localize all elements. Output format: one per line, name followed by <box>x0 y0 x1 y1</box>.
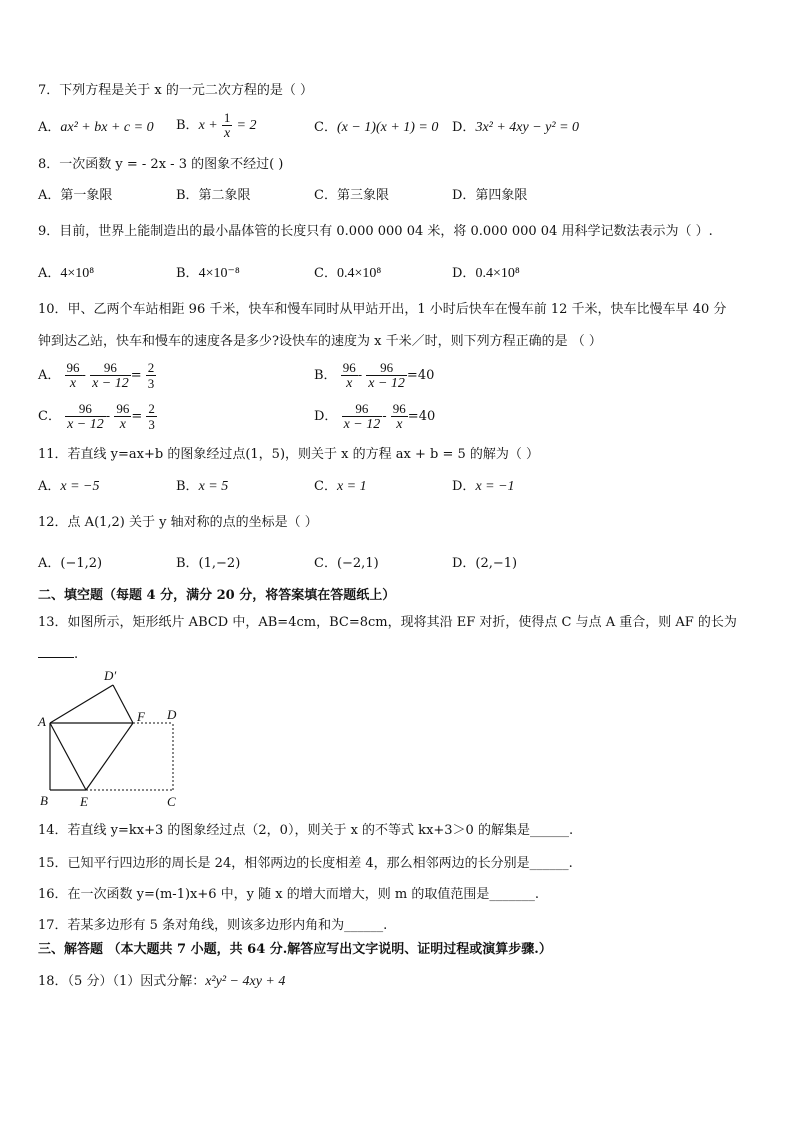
segment-D-prime-F <box>113 685 133 723</box>
q17-stem: 17．若某多边形有 5 条对角线，则该多边形内角和为______. <box>38 918 388 933</box>
q7-option-b <box>176 110 256 141</box>
section-2-heading: 二、填空题（每题 4 分，满分 20 分，将答案填在答题纸上） <box>38 588 396 603</box>
label-B: B <box>40 793 48 808</box>
segment-EF <box>86 723 133 790</box>
q18-math: x²y² − 4xy + 4 <box>205 974 286 989</box>
option-math: 3x² + 4xy − y² = 0 <box>475 120 580 135</box>
q11-option-c <box>314 478 367 496</box>
fraction <box>65 401 106 432</box>
q13-answer-line <box>38 645 78 664</box>
denominator: 3 <box>148 417 155 432</box>
q10-stem-line2: 钟到达乙站，快车和慢车的速度各是多少?设快车的速度为 x 千米／时，则下列方程正确的是 （ ） <box>38 334 602 349</box>
numerator: 96 <box>66 360 80 375</box>
q12-option-d: D．(2,−1) <box>452 556 518 571</box>
q11-option-d <box>452 478 515 496</box>
numerator: 2 <box>147 360 155 375</box>
option-label: B． <box>176 266 199 281</box>
denominator: x − 12 <box>368 376 405 391</box>
option-label: A． <box>38 479 61 494</box>
option-label: D． <box>314 409 338 424</box>
q7-option-d <box>452 119 579 137</box>
q8-option-b: B．第二象限 <box>176 188 251 203</box>
q11-option-b <box>176 478 228 496</box>
option-math-pre: x + <box>198 118 218 133</box>
option-math: x = −1 <box>475 479 515 494</box>
q8-stem: 8．一次函数 y = - 2x - 3 的图象不经过( ) <box>38 157 284 172</box>
equals-40: =40 <box>407 409 436 424</box>
option-math: x = 5 <box>198 479 229 494</box>
q13-stem: 13．如图所示，矩形纸片 ABCD 中，AB=4cm，BC=8cm，现将其沿 EF 对折，使得点 C 与点 A 重合，则 AF 的长为 <box>38 615 737 630</box>
numerator: 96 <box>103 360 117 375</box>
q8-option-a: A．第一象限 <box>38 188 113 203</box>
label-A: A <box>38 714 46 729</box>
equals: = <box>130 368 142 383</box>
q18-stem <box>38 973 285 991</box>
numerator: 2 <box>148 401 155 416</box>
numerator: 96 <box>392 401 406 416</box>
numerator: 1 <box>223 110 231 125</box>
label-E: E <box>80 794 88 809</box>
denominator: 3 <box>147 376 155 391</box>
fraction <box>65 360 82 391</box>
option-label: C． <box>38 409 61 424</box>
numerator: 96 <box>342 360 356 375</box>
option-math: ax² + bx + c = 0 <box>60 120 154 135</box>
denominator: x <box>341 375 358 391</box>
q12-stem: 12．点 A(1,2) 关于 y 轴对称的点的坐标是（ ） <box>38 515 318 530</box>
minus: - <box>382 409 387 424</box>
period: . <box>74 647 79 662</box>
q12-option-b: B．(1,−2) <box>176 556 241 571</box>
fraction <box>146 360 157 391</box>
denominator: x − 12 <box>67 417 104 432</box>
fraction <box>90 360 131 391</box>
q12-option-c: C．(−2,1) <box>314 556 379 571</box>
numerator: 96 <box>116 401 130 416</box>
option-label: D． <box>452 479 476 494</box>
q9-option-d <box>452 265 520 283</box>
numerator: 96 <box>380 360 394 375</box>
option-math: 0.4×10⁸ <box>336 266 382 281</box>
q18-text: 18．（5 分）（1）因式分解： <box>38 974 206 989</box>
q7-option-a <box>38 119 154 137</box>
equals-40: =40 <box>406 368 435 383</box>
option-label: D． <box>452 120 476 135</box>
q10-option-b <box>314 360 434 391</box>
option-label: B． <box>176 118 199 133</box>
option-math: 4×10⁸ <box>60 266 95 281</box>
segment-AE <box>50 723 86 790</box>
rectangle-fold-figure <box>30 665 240 815</box>
q11-stem: 11．若直线 y=ax+b 的图象经过点(1，5)，则关于 x 的方程 ax + b = 5 的解为（ ） <box>38 447 540 462</box>
q9-stem: 9．目前，世界上能制造出的最小晶体管的长度只有 0.000 000 04 米，将 0.000 000 04 用科学记数法表示为（ ）. <box>38 224 713 239</box>
option-label: B． <box>176 479 199 494</box>
q15-stem: 15．已知平行四边形的周长是 24，相邻两边的长度相差 4，那么相邻两边的长分别是______. <box>38 856 573 871</box>
equals: = <box>131 409 143 424</box>
option-label: C． <box>314 266 337 281</box>
denominator: x <box>222 125 233 141</box>
fraction <box>341 360 358 391</box>
minus: - <box>81 368 86 383</box>
option-math: 4×10⁻⁸ <box>198 266 240 281</box>
q8-option-d: D．第四象限 <box>452 188 528 203</box>
denominator: x − 12 <box>92 376 129 391</box>
q10-option-a <box>38 360 156 391</box>
option-math-post: = 2 <box>236 118 257 133</box>
q9-option-c <box>314 265 381 283</box>
option-math: x = −5 <box>60 479 100 494</box>
fraction <box>222 110 233 141</box>
fraction <box>146 401 157 432</box>
fraction <box>342 401 383 432</box>
section-3-heading: 三、解答题 （本大题共 7 小题，共 64 分.解答应写出文字说明、证明过程或演算步骤.） <box>38 942 552 957</box>
denominator: x <box>114 416 131 432</box>
option-math: 0.4×10⁸ <box>475 266 520 281</box>
denominator: x <box>65 375 82 391</box>
answer-blank <box>38 645 74 658</box>
fraction <box>366 360 407 391</box>
q12-option-a: A．(−1,2) <box>38 556 103 571</box>
numerator: 96 <box>355 401 369 416</box>
option-math: (x − 1)(x + 1) = 0 <box>336 120 439 135</box>
segment-AD-prime <box>50 685 113 723</box>
option-label: A． <box>38 120 61 135</box>
option-label: D． <box>452 266 476 281</box>
numerator: 96 <box>78 401 92 416</box>
q10-option-c <box>38 401 157 432</box>
fraction <box>114 401 131 432</box>
label-D: D <box>167 707 177 722</box>
q8-option-c: C．第三象限 <box>314 188 389 203</box>
q10-stem-line1: 10．甲、乙两个车站相距 96 千米，快车和慢车同时从甲站开出，1 小时后快车在慢车前 12 千米，快车比慢车早 40 分 <box>38 302 727 317</box>
q16-stem: 16．在一次函数 y=(m-1)x+6 中，y 随 x 的增大而增大，则 m 的取值范围是_______. <box>38 887 539 902</box>
option-label: A． <box>38 266 61 281</box>
fraction <box>391 401 408 432</box>
label-D-prime: D′ <box>104 668 117 683</box>
minus: - <box>357 368 363 383</box>
label-F: F <box>137 709 145 724</box>
q14-stem: 14．若直线 y=kx+3 的图象经过点（2，0），则关于 x 的不等式 kx+3＞0 的解集是______. <box>38 823 574 838</box>
option-label: C． <box>314 479 337 494</box>
q9-option-b <box>176 265 240 283</box>
option-math: x = 1 <box>336 479 367 494</box>
q7-stem: 7．下列方程是关于 x 的一元二次方程的是（ ） <box>38 83 313 98</box>
q9-option-a <box>38 265 94 283</box>
q10-option-d <box>314 401 435 432</box>
option-label: C． <box>314 120 337 135</box>
denominator: x − 12 <box>343 417 381 432</box>
q7-option-c <box>314 119 438 137</box>
minus: - <box>105 409 111 424</box>
denominator: x <box>391 416 408 432</box>
label-C: C <box>167 794 176 809</box>
option-label: A． <box>38 368 61 383</box>
q11-option-a <box>38 478 100 496</box>
option-label: B． <box>314 368 337 383</box>
